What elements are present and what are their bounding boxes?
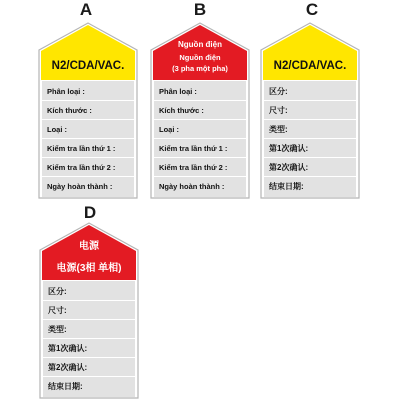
tag-a-field-3: Loại :: [42, 120, 134, 139]
tag-a-field-5: Kiểm tra lần thứ 2 :: [42, 158, 134, 177]
tag-a-field-4: Kiểm tra lần thứ 1 :: [42, 139, 134, 158]
tag-c-field-5: 第2次确认:: [264, 158, 356, 177]
label-c: C: [305, 0, 319, 19]
tag-c-field-3: 类型:: [264, 120, 356, 139]
tag-b-field-2: Kích thước :: [154, 101, 246, 120]
tag-c-header: N2/CDA/VAC.: [273, 60, 347, 72]
tag-c-field-4: 第1次确认:: [264, 139, 356, 158]
label-d: D: [83, 203, 97, 222]
tag-c-field-1: 区分:: [264, 82, 356, 101]
tag-d-field-5: 第2次确认:: [43, 358, 135, 377]
tag-b-header-line2: (3 pha một pha): [172, 64, 228, 73]
tag-a-field-6: Ngày hoàn thành :: [47, 182, 113, 191]
tag-b: [150, 22, 250, 199]
tag-a-field-2: Kích thước :: [42, 101, 134, 120]
tag-b-field-1: Phân loại :: [154, 82, 246, 101]
tag-d: [39, 222, 139, 399]
tag-b-field-6: Ngày hoàn thành :: [159, 182, 225, 191]
label-b: B: [193, 0, 207, 19]
tag-d-field-2: 尺寸:: [43, 301, 135, 320]
label-a: A: [79, 0, 93, 19]
tag-a: [38, 22, 138, 199]
tag-b-header-line1: Nguồn điện: [179, 53, 221, 62]
tag-c-field-2: 尺寸:: [264, 101, 356, 120]
tag-c: [260, 22, 360, 199]
tag-b-title: Nguồn điện: [178, 40, 222, 49]
tag-d-field-6: 结束日期:: [48, 382, 83, 391]
tag-a-header: N2/CDA/VAC.: [51, 60, 125, 72]
tag-b-field-3: Loại :: [154, 120, 246, 139]
tag-d-field-1: 区分:: [43, 282, 135, 301]
tag-d-field-3: 类型:: [43, 320, 135, 339]
tag-d-title: 电源: [79, 241, 99, 252]
tag-b-field-4: Kiểm tra lần thứ 1 :: [154, 139, 246, 158]
tag-b-field-5: Kiểm tra lần thứ 2 :: [154, 158, 246, 177]
tag-d-field-4: 第1次确认:: [43, 339, 135, 358]
tag-a-field-1: Phân loại :: [42, 82, 134, 101]
tag-c-field-6: 结束日期:: [269, 182, 304, 191]
tag-d-header: 电源(3相 单相): [56, 262, 122, 274]
